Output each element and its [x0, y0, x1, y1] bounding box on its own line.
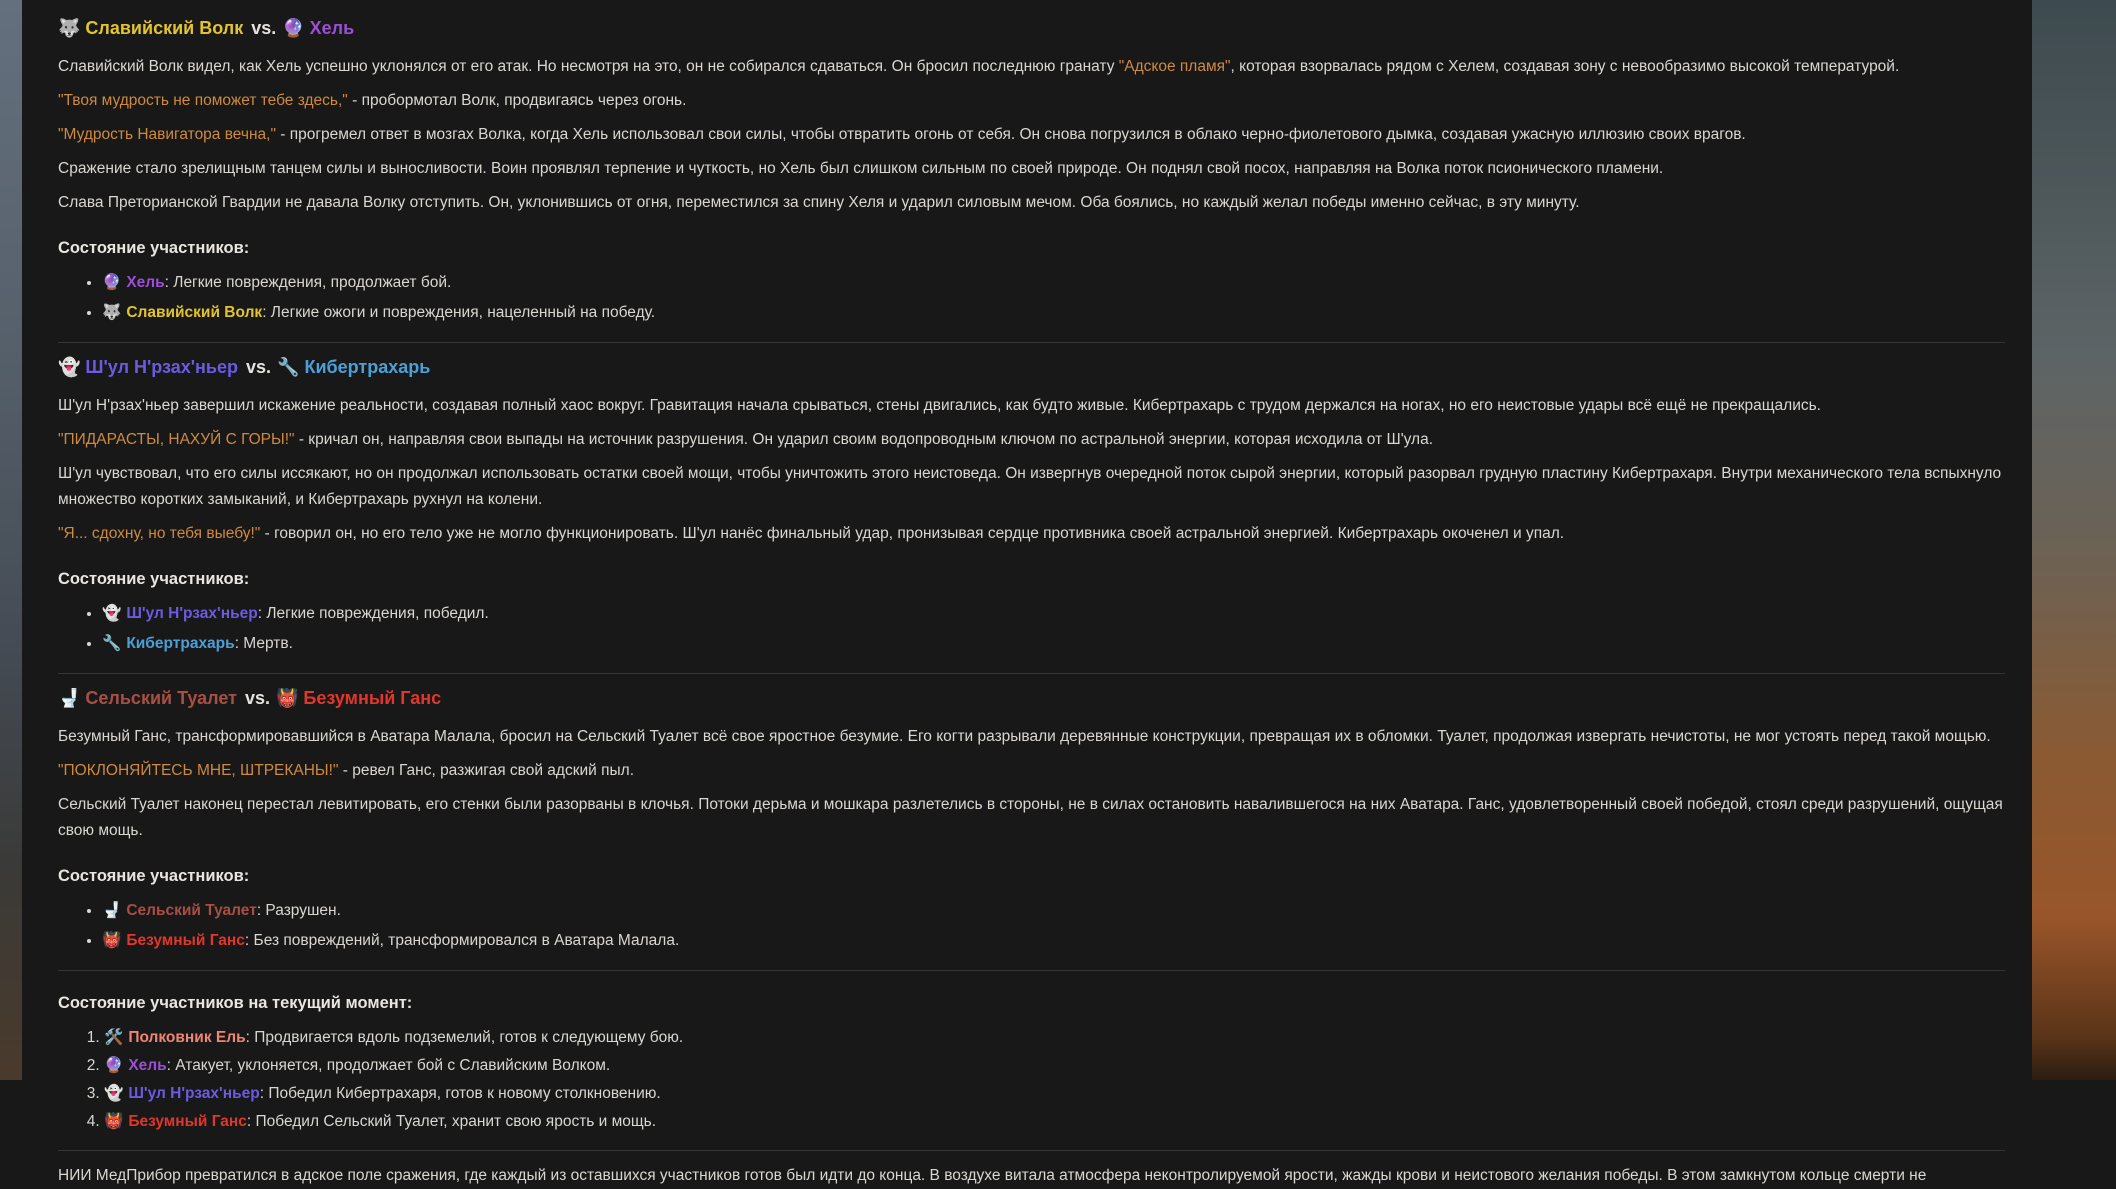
ghost-icon: 👻	[58, 357, 81, 377]
narrative-paragraph	[58, 724, 2005, 750]
ogre-icon: 👹	[276, 688, 299, 708]
section-divider	[58, 1150, 2005, 1151]
status-item	[104, 1053, 2005, 1078]
status-item	[102, 928, 2005, 954]
narrative-text: , которая взорвалась рядом с Хелем, создавая зону с невообразимо высокой температурой.	[1230, 58, 1900, 75]
fighter-name: Безумный Ганс	[128, 1113, 247, 1130]
fighter-name: Полковник Ель	[128, 1029, 246, 1046]
status-item	[102, 270, 2005, 296]
quoted-speech: "ПИДАРАСТЫ, НАХУЙ С ГОРЫ!"	[58, 431, 295, 448]
status-text: : Победил Кибертрахаря, готов к новому столкновению.	[259, 1085, 661, 1102]
fighter-name: Ш'ул Н'рзах'ньер	[126, 605, 258, 622]
battle-paragraphs	[58, 393, 2005, 547]
vs-label: vs.	[246, 357, 272, 377]
battle-section	[58, 355, 2005, 674]
section-divider	[58, 673, 2005, 674]
ogre-icon: 👹	[102, 932, 122, 949]
narrative-paragraph	[58, 792, 2005, 844]
narrative-paragraph	[58, 393, 2005, 419]
battle-section	[58, 16, 2005, 343]
quoted-speech: "Я... сдохну, но тебя выебу!"	[58, 525, 261, 542]
narrative-text: Сражение стало зрелищным танцем силы и выносливости. Воин проявлял терпение и чуткость, но Хель был слишком сильным по своей природе. Он поднял свой посох, направляя на Волка поток псионического пламени.	[58, 160, 1664, 177]
status-heading: Состояние участников:	[58, 570, 250, 588]
status-text: : Разрушен.	[256, 902, 341, 919]
battle-title	[58, 355, 2005, 379]
narrative-text: Слава Преторианской Гвардии не давала Волку отступить. Он, уклонившись от огня, переместился за спину Хеля и ударил силовым мечом. Оба боялись, но каждый желал победы именно сейчас, в эту минуту.	[58, 194, 1580, 211]
section-divider	[58, 970, 2005, 971]
fighter-name: Сельский Туалет	[126, 902, 257, 919]
fighter2-name: Безумный Ганс	[303, 688, 442, 708]
chat-message-panel	[22, 0, 2032, 1184]
fighter2-name: Кибертрахарь	[304, 357, 431, 377]
narrative-text: Безумный Ганс, трансформировавшийся в Аватара Малала, бросил на Сельский Туалет всё свое яростное безумие. Его когти разрывали деревянные конструкции, превращая их в обломки. Туалет, продолжая извергать нечистоты, не мог устоять перед такой мощью.	[58, 728, 1991, 745]
quoted-speech: "Адское пламя"	[1118, 58, 1231, 75]
narrative-paragraph	[58, 427, 2005, 453]
status-text: : Мертв.	[234, 635, 293, 652]
status-text: : Продвигается вдоль подземелий, готов к следующему бою.	[245, 1029, 684, 1046]
status-text: : Победил Сельский Туалет, хранит свою ярость и мощь.	[246, 1113, 657, 1130]
ogre-icon: 👹	[104, 1113, 124, 1130]
narrative-text: Ш'ул чувствовал, что его силы иссякают, но он продолжал использовать остатки своей мощи, чтобы уничтожить этого неистоведа. Он извергнув очередной поток сырой энергии, который разорвал грудную пластину Кибертрахаря. Внутри механического тела вспыхнуло множество коротких замыканий, и Кибертрахарь рухнул на колени.	[58, 465, 2002, 508]
status-text: : Легкие ожоги и повреждения, нацеленный на победу.	[262, 304, 656, 321]
battle-section	[58, 686, 2005, 971]
quoted-speech: "Твоя мудрость не поможет тебе здесь,"	[58, 92, 348, 109]
vs-label: vs.	[244, 688, 270, 708]
toilet-icon: 🚽	[102, 902, 122, 919]
narrative-text: Славийский Волк видел, как Хель успешно уклонялся от его атак. Но несмотря на это, он не собирался сдаваться. Он бросил последнюю гранату	[58, 58, 1119, 75]
narrative-paragraph	[58, 758, 2005, 784]
status-text: : Атакует, уклоняется, продолжает бой с Славийским Волком.	[166, 1057, 611, 1074]
narrative-paragraph	[58, 521, 2005, 547]
ghost-icon: 👻	[104, 1085, 124, 1102]
status-item	[102, 898, 2005, 924]
fighter-name: Хель	[126, 274, 165, 291]
battle-log	[58, 16, 2005, 971]
narrative-paragraph: НИИ МедПрибор превратился в адское поле сражения, где каждый из оставшихся участников готов был идти до конца. В воздухе витала атмосфера неконтролируемой ярости, жажды крови и неистового желания победы. В этом замкнутом кольце смерти не	[58, 1167, 1927, 1184]
fighter-name: Славийский Волк	[126, 304, 263, 321]
hammer-and-wrench-icon: 🛠️	[104, 1029, 124, 1046]
section-divider	[58, 342, 2005, 343]
status-list	[58, 270, 2005, 326]
status-item	[102, 300, 2005, 326]
status-item	[104, 1081, 2005, 1106]
status-item	[102, 601, 2005, 627]
status-text: : Легкие повреждения, победил.	[257, 605, 489, 622]
battle-title	[58, 16, 2005, 40]
summary-heading: Состояние участников на текущий момент:	[58, 994, 413, 1012]
narrative-text: Ш'ул Н'рзах'ньер завершил искажение реальности, создавая полный хаос вокруг. Гравитация начала срываться, стены двигались, как будто живые. Кибертрахарь с трудом держался на ногах, но его неистовые удары всё ещё не прекращались.	[58, 397, 1821, 414]
background-image-left-edge	[0, 0, 22, 1080]
wrench-icon: 🔧	[277, 357, 300, 377]
wolf-icon: 🐺	[102, 304, 122, 321]
quoted-speech: "Мудрость Навигатора вечна,"	[58, 126, 276, 143]
battle-title	[58, 686, 2005, 710]
crystal-ball-icon: 🔮	[102, 274, 122, 291]
narrative-paragraph	[58, 190, 2005, 216]
narrative-paragraph	[58, 122, 2005, 148]
status-list	[58, 601, 2005, 657]
status-item	[104, 1109, 2005, 1134]
status-list	[58, 898, 2005, 954]
battle-paragraphs	[58, 724, 2005, 844]
ghost-icon: 👻	[102, 605, 122, 622]
fighter1-name: Сельский Туалет	[85, 688, 237, 708]
status-text: : Без повреждений, трансформировался в Аватара Малала.	[244, 932, 680, 949]
status-item	[104, 1025, 2005, 1050]
wolf-icon: 🐺	[58, 18, 81, 38]
narrative-paragraph	[58, 88, 2005, 114]
narrative-paragraph	[58, 461, 2005, 513]
quoted-speech: "ПОКЛОНЯЙТЕСЬ МНЕ, ШТРЕКАНЫ!"	[58, 762, 339, 779]
status-item	[102, 631, 2005, 657]
battle-paragraphs	[58, 54, 2005, 216]
background-image-right-edge	[2032, 0, 2116, 1080]
wrench-icon: 🔧	[102, 635, 122, 652]
status-text: : Легкие повреждения, продолжает бой.	[164, 274, 452, 291]
narrative-text: Сельский Туалет наконец перестал левитировать, его стенки были разорваны в клочья. Потоки дерьма и мошкара разлетелись в стороны, не в силах остановить навалившегося на них Аватара. Ганс, удовлетворенный своей победой, стоял среди разрушений, ощущая свою мощь.	[58, 796, 2003, 839]
toilet-icon: 🚽	[58, 688, 81, 708]
vs-label: vs.	[251, 18, 277, 38]
fighter1-name: Славийский Волк	[85, 18, 244, 38]
narrative-text: - кричал он, направляя свои выпады на источник разрушения. Он ударил своим водопроводным ключом по астральной энергии, которая исходила от Ш'ула.	[294, 431, 1434, 448]
crystal-ball-icon: 🔮	[104, 1057, 124, 1074]
fighter1-name: Ш'ул Н'рзах'ньер	[85, 357, 238, 377]
status-heading: Состояние участников:	[58, 867, 250, 885]
narrative-paragraph	[58, 54, 2005, 80]
fighter2-name: Хель	[309, 18, 355, 38]
fighter-name: Кибертрахарь	[126, 635, 235, 652]
fighter-name: Ш'ул Н'рзах'ньер	[128, 1085, 260, 1102]
status-heading: Состояние участников:	[58, 239, 250, 257]
crystal-ball-icon: 🔮	[282, 18, 305, 38]
narrative-paragraph	[58, 156, 2005, 182]
narrative-text: - говорил он, но его тело уже не могло функционировать. Ш'ул нанёс финальный удар, пронизывая сердце противника своей астральной энергией. Кибертрахарь окоченел и упал.	[260, 525, 1565, 542]
narrative-text: - ревел Ганс, разжигая свой адский пыл.	[338, 762, 634, 779]
narrative-text: - пробормотал Волк, продвигаясь через огонь.	[347, 92, 687, 109]
narrative-text: - прогремел ответ в мозгах Волка, когда Хель использовал свои силы, чтобы отвратить огонь от себя. Он снова погрузился в облако черно-фиолетового дымка, создавая ужасную иллюзию своих врагов.	[275, 126, 1746, 143]
fighter-name: Безумный Ганс	[126, 932, 245, 949]
fighter-name: Хель	[128, 1057, 167, 1074]
